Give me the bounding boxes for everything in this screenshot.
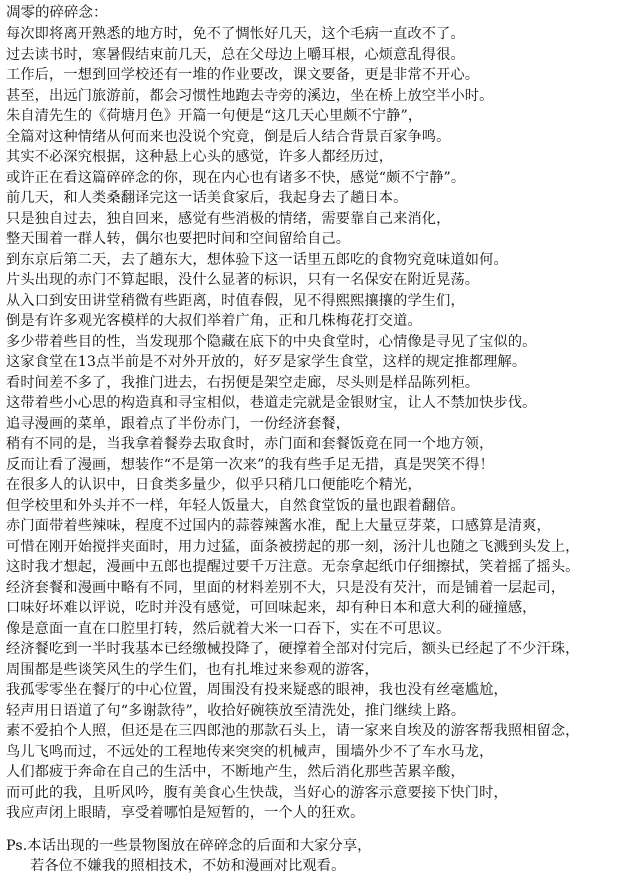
postscript-line: 若各位不嫌我的照相技术，不妨和漫画对比观看。 [30, 858, 346, 874]
text-line: 这时我才想起，漫画中五郎也提醒过要千万注意。无奈拿起纸巾仔细擦拭，笑着摇了摇头。 [6, 559, 580, 575]
text-line: 只是独自过去，独自回来，感觉有些消极的情绪，需要靠自己来消化， [6, 210, 451, 227]
text-line: 我孤零零坐在餐厅的中心位置，周围没有投来疑惑的眼神，我也没有丝毫尴尬， [6, 682, 508, 698]
text-line: 而可此的我，且听风吟，腹有美食心生快哉，当好心的游客示意要接下快门时， [6, 784, 508, 801]
text-line: 整天围着一群人转，偶尔也要把时间和空间留给自己。 [6, 231, 351, 247]
text-line: 这家食堂在13点半前是不对外开放的，好歹是家学生食堂，这样的规定推都理解。 [6, 354, 527, 370]
post-body [6, 24, 626, 824]
text-line: 轻声用日语道了句“多谢款待”，收拾好碗筷放至清洗处，推门继续上路。 [6, 702, 466, 719]
text-line: 多少带着些目的性，当发现那个隐藏在底下的中央食堂时，心情像是寻见了宝似的。 [6, 333, 537, 350]
text-line: 前几天，和人类桑翻译完这一话美食家后，我起身去了趟日本。 [6, 190, 408, 206]
text-line: 周围都是些谈笑风生的学生们，也有扎堆过来参观的游客， [6, 661, 379, 678]
text-line: 经济餐吃到一半时我基本已经缴械投降了，硬撑着全部对付完后，额头已经起了不少汗珠， [6, 641, 580, 657]
text-line: 口味好坏难以评说，吃时并没有感觉，可回味起来，却有种日本和意大利的碰撞感， [6, 600, 537, 616]
text-line: 看时间差不多了，我推门进去，右拐便是架空走廊，尽头则是样品陈列柜。 [6, 374, 480, 391]
text-line: 稍有不同的是，当我拿着餐券去取食时，赤门面和套餐饭竟在同一个地方领， [6, 436, 494, 452]
post-title: 凋零的碎碎念： [6, 5, 108, 21]
text-line: 或许正在看这篇碎碎念的你，现在内心也有诸多不快，感觉“颇不宁静”。 [6, 169, 466, 186]
text-line: 反而让看了漫画，想装作“不是第一次来”的我有些手足无措，真是哭笑不得！ [6, 456, 494, 473]
text-line: 从入口到安田讲堂稍微有些距离，时值春假，见不得熙熙攘攘的学生们， [6, 292, 465, 309]
text-line: 像是意面一直在口腔里打转，然后就着大米一口吞下，实在不可思议。 [6, 620, 451, 637]
text-line: 人们都疲于奔命在自己的生活中，不断地产生，然后消化那些苦累辛酸， [6, 764, 465, 780]
text-line: 经济套餐和漫画中略有不同，里面的材料差别不大，只是没有芡汁，而是铺着一层起司， [6, 579, 566, 596]
text-line: 工作后，一想到回学校还有一堆的作业要改，课文要备，更是非常不开心。 [6, 67, 480, 83]
text-line: 我应声闭上眼睛，享受着哪怕是短暂的，一个人的狂欢。 [6, 805, 365, 821]
text-line: 鸟儿飞鸣而过，不远处的工程地传来突突的机械声，围墙外少不了车水马龙， [6, 743, 494, 760]
text-line: 倒是有许多观光客模样的大叔们举着广角，正和几株梅花打交道。 [6, 313, 422, 329]
text-line: 素不爱拍个人照，但还是在三四郎池的那款石头上，请一家来自埃及的游客帮我照相留念， [6, 723, 580, 739]
postscript [6, 836, 626, 876]
text-line: 但学校里和外头并不一样，年轻人饭量大，自然食堂饭的量也跟着翻倍。 [6, 497, 465, 514]
text-line: 到东京后第二天，去了趟东大，想体验下这一话里五郎吃的食物究竟味道如何。 [6, 251, 508, 268]
text-line: 赤门面带着些辣味，程度不过国内的蒜蓉辣酱水准，配上大量豆芽菜，口感算是清爽， [6, 518, 551, 534]
text-line: 朱自清先生的《荷塘月色》开篇一句便是“这几天心里颇不宁静”， [6, 108, 423, 124]
text-line: 可惜在刚开始搅拌夹面时，用力过猛，面条被捞起的那一刻，汤汁儿也随之飞溅到头发上， [6, 538, 580, 555]
text-line: 追寻漫画的菜单，跟着点了半份赤门，一份经济套餐， [6, 415, 351, 432]
text-line: 其实不必深究根据，这种悬上心头的感觉，许多人都经历过， [6, 149, 394, 165]
text-line: 片头出现的赤门不算起眼，没什么显著的标识，只有一名保安在附近晃荡。 [6, 272, 480, 288]
text-line: 甚至，出远门旅游前，都会习惯性地跑去寺旁的溪边，坐在桥上放空半小时。 [6, 87, 494, 104]
postscript-line: Ps.本话出现的一些景物图放在碎碎念的后面和大家分享， [6, 838, 372, 854]
text-line: 这带着些小心思的构造真和寻宝相似，巷道走完就是金银财宝，让人不禁加快步伐。 [6, 395, 537, 411]
text-line: 全篇对这种情绪从何而来也没说个究竟，倒是后人结合背景百家争鸣。 [6, 128, 451, 145]
text-line: 每次即将离开熟悉的地方时，免不了惆怅好几天，这个毛病一直改不了。 [6, 26, 465, 42]
text-line: 过去读书时，寒暑假结束前几天，总在父母边上嚼耳根，心烦意乱得很。 [6, 46, 465, 63]
text-line: 在很多人的认识中，日食类多量少，似乎只稍几口便能吃个精光， [6, 477, 422, 493]
